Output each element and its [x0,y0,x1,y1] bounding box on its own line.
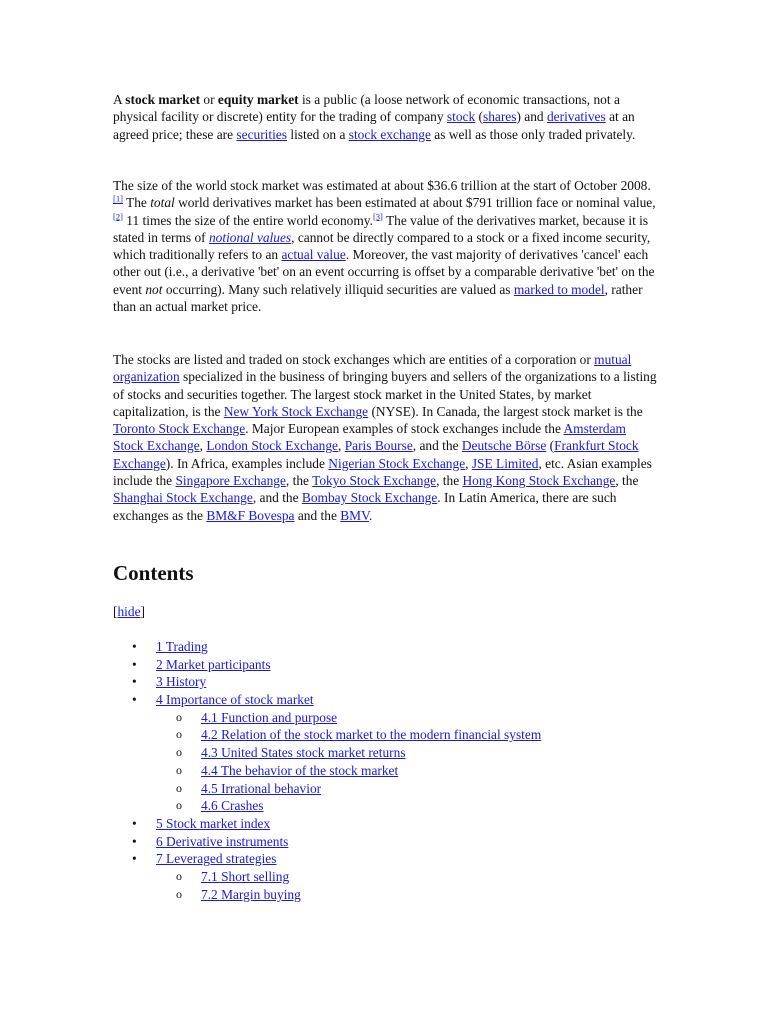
text-run: or [200,92,218,107]
text-run: The value of the derivatives market, because it is stated in terms of [113,212,649,245]
text-run: world derivatives market has been estimated at about $791 trillion face or nominal value, [174,195,656,211]
italic-total: total [150,195,175,211]
link-derivatives[interactable]: derivatives [546,109,606,125]
bold-term-equity-market: equity market [217,92,299,107]
reference-3-link[interactable]: [3] [372,211,383,222]
bullet-icon: • [132,639,137,654]
hollow-bullet-icon: o [176,780,182,795]
text-run: , the [615,473,639,489]
reference-1-link[interactable]: [1] [113,193,123,204]
link-shares[interactable]: shares [483,109,517,125]
bullet-icon: • [132,815,137,831]
toc-link[interactable]: 3 History [156,674,207,690]
text-run: , [338,438,345,454]
text-run: occurring). Many such relatively illiquid securities are valued as [162,281,514,297]
text-run: A [113,92,126,107]
text-run: , the [436,473,463,489]
text-run: ). In Africa, examples include [165,455,329,471]
link-stock-exchange[interactable]: stock exchange [348,126,431,142]
text-run: , the [285,473,313,489]
text-run: listed on a [287,126,349,142]
toc-link[interactable]: 4.6 Crashes [201,798,264,814]
link-singapore-exchange[interactable]: Singapore Exchange [175,473,286,489]
italic-not: not [145,281,163,297]
text-run: and the [294,507,341,523]
toc-subitem [113,709,673,727]
text-run: , [465,455,472,471]
toc-link[interactable]: 6 Derivative instruments [156,833,289,849]
toc-subitem [113,744,673,762]
bullet-icon: • [132,674,137,690]
text-run: . In Latin America, there are such exchanges as the [113,490,617,523]
bracket-open: [ [113,604,118,619]
toc-link[interactable]: 2 Market participants [156,656,271,672]
toc-subitem [113,886,673,904]
text-run: The stocks are listed and traded on stock exchanges which are entities of a corporation or [113,352,595,367]
text-run: , cannot be directly compared to a stock or a fixed income security, which traditionally refers to an [113,229,651,263]
bullet-icon: • [132,833,137,849]
toc-item [113,833,673,851]
text-run: . [369,507,373,523]
link-new-york-stock-exchange[interactable]: New York Stock Exchange [223,403,369,419]
toc-subitem [113,868,673,886]
toc-subitem [113,762,673,780]
toc-item [113,850,673,868]
text-run: specialized in the business of bringing buyers and sellers of the organizations to a listing of stocks and securities together. The largest stock market in the United States, by market capitalization, is the [113,369,657,419]
hollow-bullet-icon: o [176,868,182,883]
toc-subitem [113,797,673,815]
hollow-bullet-icon: o [176,886,182,901]
link-london-stock-exchange[interactable]: London Stock Exchange [206,438,338,454]
table-of-contents [113,638,673,903]
size-paragraph [113,177,658,315]
text-run: is a public (a loose network of economic transactions, not a physical facility or discrete) entity for the trading of company [113,92,620,125]
link-hong-kong-stock-exchange[interactable]: Hong Kong Stock Exchange [462,473,616,489]
hollow-bullet-icon: o [176,727,182,742]
toc-link[interactable]: 1 Trading [156,639,208,654]
hollow-bullet-icon: o [176,762,182,777]
text-run: , [199,438,207,454]
link-bombay-stock-exchange[interactable]: Bombay Stock Exchange [301,490,438,506]
toc-link[interactable]: 4.2 Relation of the stock market to the modern financial system [201,727,542,743]
link-tokyo-stock-exchange[interactable]: Tokyo Stock Exchange [312,473,437,489]
bullet-icon: • [132,692,137,708]
hollow-bullet-icon: o [176,745,182,760]
toc-link[interactable]: 7.2 Margin buying [201,886,301,902]
hide-toc-link[interactable]: hide [117,604,141,619]
link-toronto-stock-exchange[interactable]: Toronto Stock Exchange [113,421,246,437]
reference-2-link[interactable]: [2] [113,211,123,222]
toc-item [113,815,673,833]
link-paris-bourse[interactable]: Paris Bourse [344,438,413,454]
text-run: , etc. Asian examples include the [113,455,652,489]
toc-item [113,638,673,656]
toc-link[interactable]: 7 Leveraged strategies [156,851,277,867]
link-nigerian-stock-exchange[interactable]: Nigerian Stock Exchange [328,455,466,471]
toc-item [113,673,673,691]
text-run: as well as those only traded privately. [430,126,636,142]
hollow-bullet-icon: o [176,709,182,724]
toc-subitem [113,780,673,798]
link-marked-to-model[interactable]: marked to model [513,281,605,297]
link-frankfurt-stock-exchange[interactable]: Frankfurt Stock Exchange [113,438,639,471]
text-run: , rather than an actual market price. [113,281,643,315]
text-run: The [122,195,151,211]
toc-link[interactable]: 5 Stock market index [156,815,271,831]
text-run: , and the [252,490,302,506]
text-run: ) and [516,109,547,125]
link-actual-value[interactable]: actual value [281,247,346,263]
text-run: at an agreed price; these are [113,109,635,142]
text-run: 11 times the size of the entire world economy. [122,212,373,228]
link-securities[interactable]: securities [236,126,287,142]
link-bmv[interactable]: BMV [340,507,370,523]
link-notional-values[interactable]: notional values [208,229,292,245]
toc-link[interactable]: 4 Importance of stock market [156,692,314,708]
intro-paragraph [113,91,658,143]
link-stock[interactable]: stock [446,109,476,125]
toc-link[interactable]: 4.5 Irrational behavior [201,780,322,796]
link-shanghai-stock-exchange[interactable]: Shanghai Stock Exchange [113,490,253,506]
text-run: . Moreover, the vast majority of derivatives 'cancel' each other out (i.e., a derivative 'bet' on an event occurring is offset by a comparable derivative 'bet' on the event [113,247,655,297]
text-run: (NYSE). In Canada, the largest stock market is the [368,403,643,419]
text-run: The size of the world stock market was estimated at about $36.6 trillion at the start of October 2008. [113,178,651,193]
link-mutual-organization[interactable]: mutual organization [113,352,632,385]
toc-item [113,656,673,674]
text-run: ( [546,438,555,454]
bullet-icon: • [132,656,137,672]
bullet-icon: • [132,851,137,867]
toc-link[interactable]: 4.3 United States stock market returns [201,745,406,761]
text-run: , and the [412,438,462,454]
toc-link[interactable]: 7.1 Short selling [201,868,290,884]
toc-item [113,691,673,709]
bracket-close: ] [140,604,145,619]
toc-subitem [113,726,673,744]
hollow-bullet-icon: o [176,798,182,813]
contents-heading: Contents [113,561,194,585]
exchanges-paragraph [113,351,658,524]
toc-link[interactable]: 4.4 The behavior of the stock market [201,762,399,778]
bold-term-stock-market: stock market [125,92,201,107]
text-run: . Major European examples of stock exchanges include the [245,421,564,437]
link-deutsche-borse[interactable]: Deutsche Börse [461,438,547,454]
text-run: ( [475,109,483,125]
link-amsterdam-stock-exchange[interactable]: Amsterdam Stock Exchange [113,421,626,454]
toc-link[interactable]: 4.1 Function and purpose [201,709,338,725]
link-bmf-bovespa[interactable]: BM&F Bovespa [206,507,295,523]
toc-toggle [113,603,145,620]
link-jse-limited[interactable]: JSE Limited [471,455,539,471]
